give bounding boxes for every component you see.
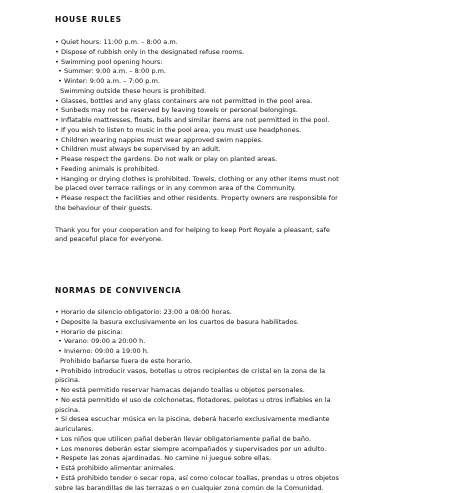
- rule-line: • Prohibido introducir vasos, botellas u otros recipientes de cristal en la zona de la: [55, 367, 415, 377]
- rule-line: • Los menores deberán estar siempre acompañados y supervisados por un adulto.: [55, 445, 415, 455]
- rule-line: • Verano: 09:00 a 20:00 h.: [55, 337, 415, 347]
- rule-line: • Horario de silencio obligatorio: 23:00 a 08:00 horas.: [55, 308, 415, 318]
- rule-line: • Los niños que utilicen pañal deberán llevar obligatoriamente pañal de baño.: [55, 435, 415, 445]
- house-rules-title: HOUSE RULES: [55, 14, 415, 25]
- thanks-paragraph: [55, 226, 415, 246]
- rule-line: • Inflatable mattresses, floats, balls and similar items are not permitted in the pool.: [55, 116, 415, 126]
- rule-line: • No está permitido reservar hamacas dejando toallas u objetos personales.: [55, 386, 415, 396]
- house-rules-section: [55, 14, 415, 245]
- thanks-line: and peaceful place for everyone.: [55, 235, 415, 245]
- rule-line: • Dispose of rubbish only in the designated refuse rooms.: [55, 48, 415, 58]
- rule-line: • Glasses, bottles and any glass containers are not permitted in the pool area.: [55, 97, 415, 107]
- rule-line: piscina.: [55, 376, 415, 386]
- rule-line: be placed over terrace railings or in any common area of the Community.: [55, 184, 415, 194]
- normas-title: NORMAS DE CONVIVENCIA: [55, 285, 415, 296]
- rule-line: • Hanging or drying clothes is prohibited. Towels, clothing or any other items must not: [55, 175, 415, 185]
- rule-line: • Horario de piscina:: [55, 328, 415, 338]
- rule-line: Prohibido bañarse fuera de este horario.: [55, 357, 415, 367]
- rule-line: • Summer: 9:00 a.m. – 8:00 p.m.: [55, 67, 415, 77]
- rule-line: • Respete las zonas ajardinadas. No camine ni juegue sobre ellas.: [55, 454, 415, 464]
- rule-line: • Quiet hours: 11:00 p.m. – 8:00 a.m.: [55, 38, 415, 48]
- house-rules-list: [55, 38, 415, 214]
- rule-line: • Si desea escuchar música en la piscina, deberá hacerlo exclusivamente mediante: [55, 415, 415, 425]
- rule-line: • Feeding animals is prohibited.: [55, 165, 415, 175]
- rule-line: • Please respect the facilities and other residents. Property owners are responsible for: [55, 194, 415, 204]
- rule-line: auriculares.: [55, 425, 415, 435]
- rule-line: Swimming outside these hours is prohibited.: [55, 87, 415, 97]
- document-page: [55, 14, 415, 493]
- rule-line: • Children wearing nappies must wear approved swim nappies.: [55, 136, 415, 146]
- normas-section: [55, 285, 415, 493]
- thanks-line: Thank you for your cooperation and for helping to keep Port Royale a pleasant, safe: [55, 226, 415, 236]
- rule-line: • Deposite la basura exclusivamente en los cuartos de basura habilitados.: [55, 318, 415, 328]
- rule-line: the behaviour of their guests.: [55, 204, 415, 214]
- rule-line: • Please respect the gardens. Do not walk or play on planted areas.: [55, 155, 415, 165]
- rule-line: • Winter: 9:00 a.m. – 7:00 p.m.: [55, 77, 415, 87]
- rule-line: sobre las barandillas de las terrazas o en cualquier zona común de la Comunidad.: [55, 484, 415, 493]
- rule-line: • Invierno: 09:00 a 19:00 h.: [55, 347, 415, 357]
- rule-line: • Children must always be supervised by an adult.: [55, 145, 415, 155]
- rule-line: piscina.: [55, 406, 415, 416]
- rule-line: • Está prohibido tender o secar ropa, así como colocar toallas, prendas u otros objetos: [55, 474, 415, 484]
- rule-line: • Está prohibido alimentar animales.: [55, 464, 415, 474]
- rule-line: • No está permitido el uso de colchonetas, flotadores, pelotas u otros inflables en la: [55, 396, 415, 406]
- rule-line: • Swimming pool opening hours:: [55, 58, 415, 68]
- rule-line: • If you wish to listen to music in the pool area, you must use headphones.: [55, 126, 415, 136]
- normas-list: [55, 308, 415, 493]
- rule-line: • Sunbeds may not be reserved by leaving towels or personal belongings.: [55, 106, 415, 116]
